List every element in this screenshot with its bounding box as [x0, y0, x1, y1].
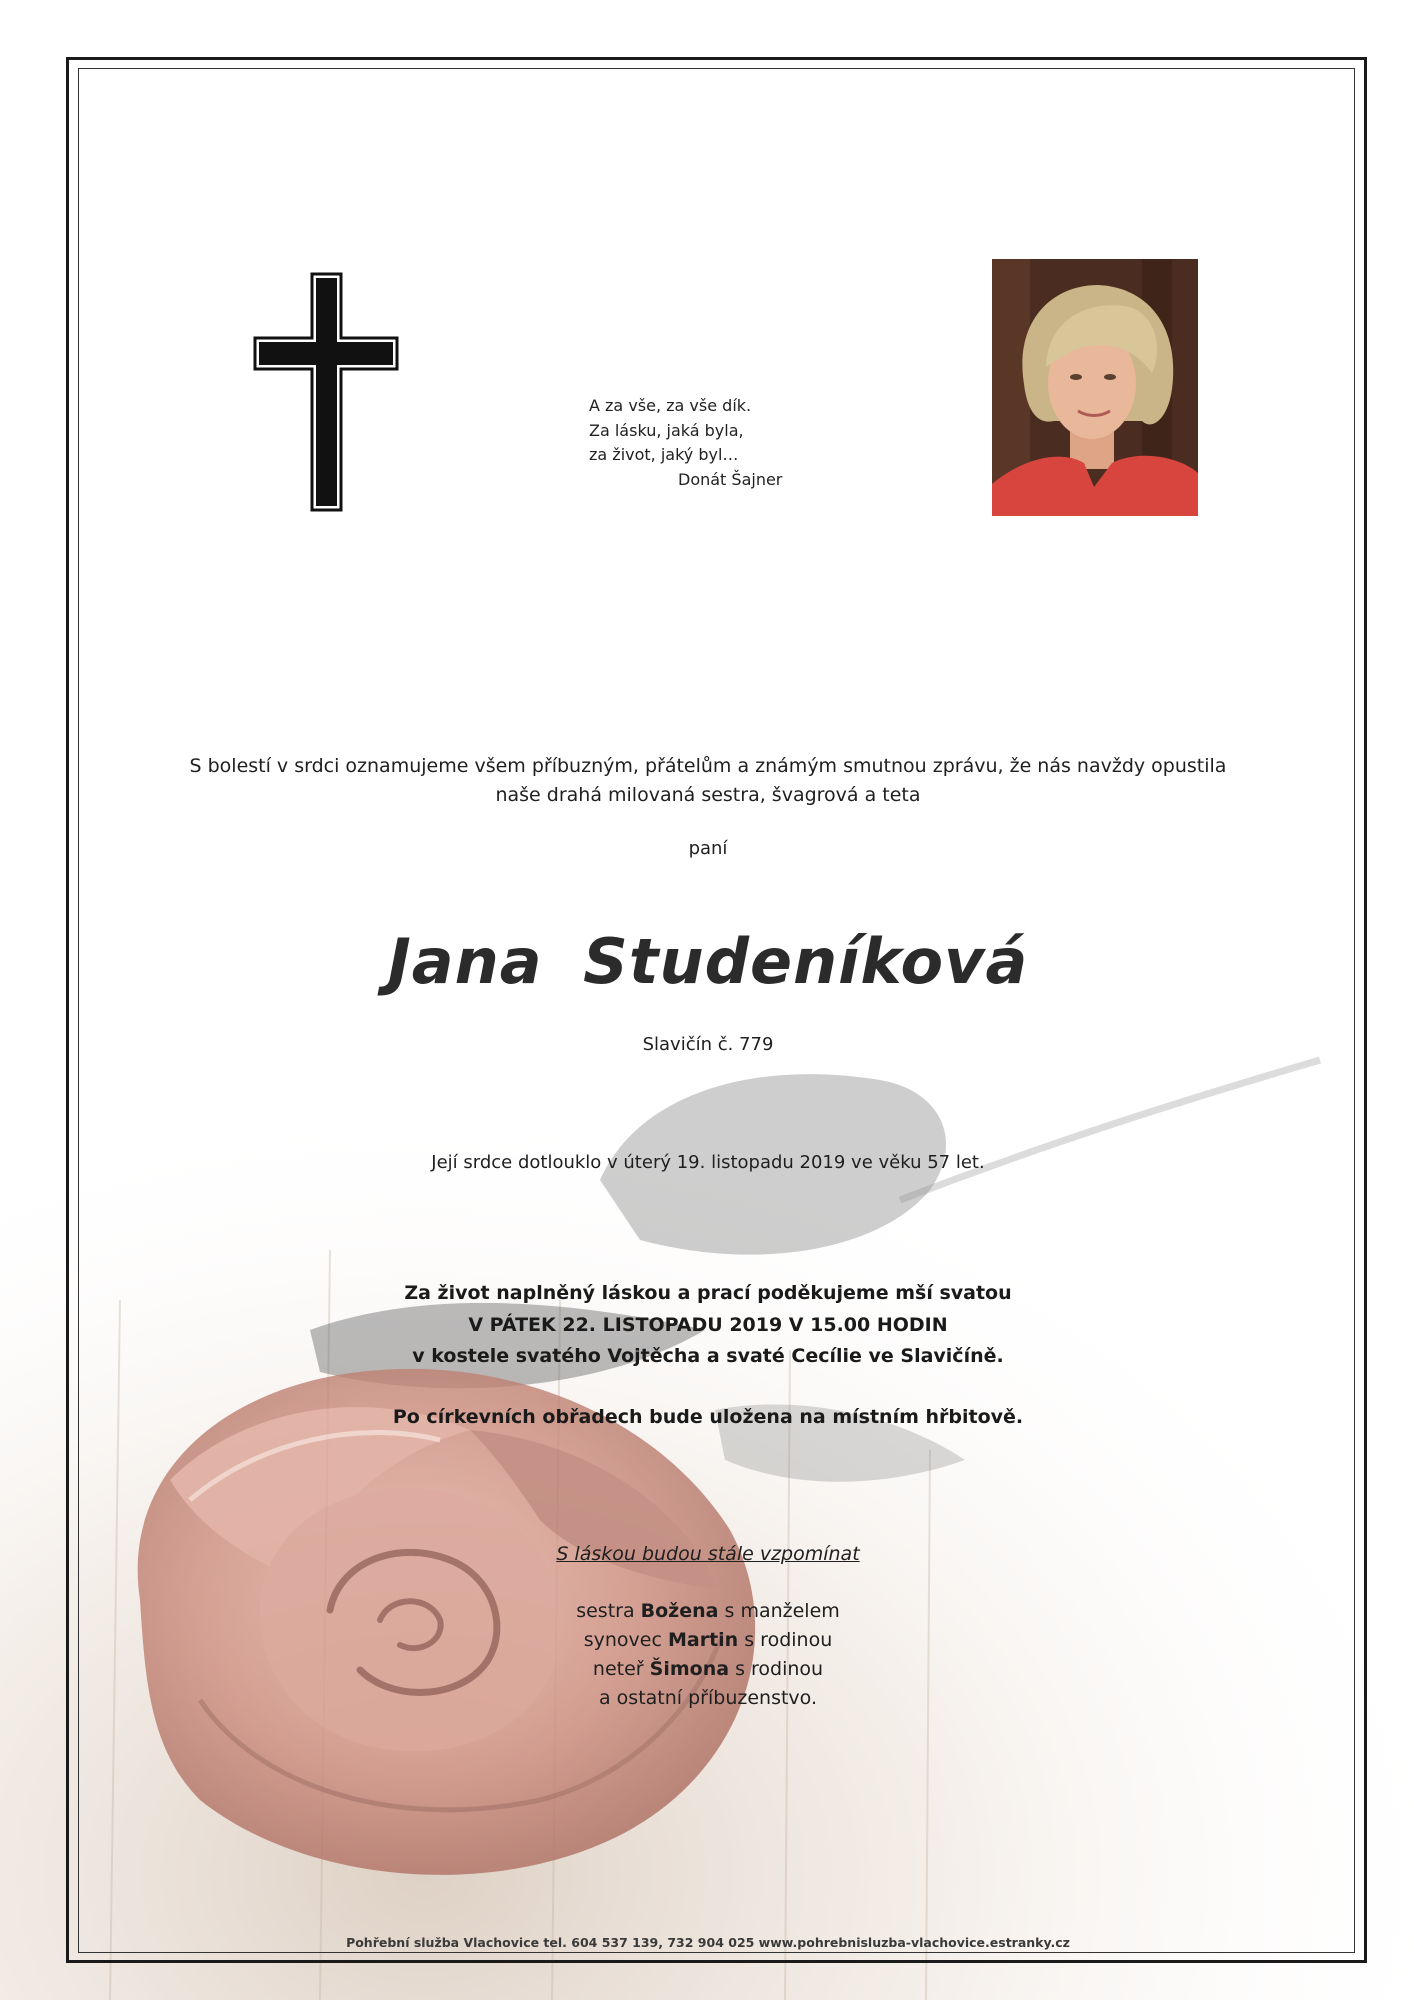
poem-quote — [589, 394, 782, 492]
cross-icon — [253, 272, 399, 512]
poem-author: Donát Šajner — [678, 469, 783, 489]
mourner-row — [58, 1626, 1358, 1655]
announcement-text — [58, 752, 1358, 810]
mourner-suffix: s rodinou — [738, 1629, 833, 1651]
deceased-address: Slavičín č. 779 — [642, 1034, 774, 1055]
mourner-suffix: s rodinou — [729, 1658, 824, 1680]
poem-line: Za lásku, jaká byla, — [589, 420, 744, 440]
mourner-name: Šimona — [649, 1658, 730, 1680]
service-place: v kostele svatého Vojtěcha a svaté Cecílie ve Slavičíně. — [412, 1345, 1004, 1367]
mourners-closing: a ostatní příbuzenstvo. — [599, 1687, 817, 1709]
mourner-relation: synovec — [583, 1629, 668, 1651]
deceased-name: Jana Studeníková — [387, 925, 1029, 998]
mourners-heading: S láskou budou stále vzpomínat — [556, 1543, 860, 1565]
burial-notice: Po církevních obřadech bude uložena na místním hřbitově. — [392, 1406, 1024, 1428]
portrait-photo — [992, 259, 1198, 516]
mourner-suffix: s manželem — [718, 1600, 840, 1622]
poem-line: A za vše, za vše dík. — [589, 396, 752, 415]
right-eye — [1104, 374, 1116, 380]
mourners-list — [58, 1597, 1358, 1713]
mourner-row — [58, 1597, 1358, 1626]
funeral-service-footer: Pohřební služba Vlachovice tel. 604 537 139, 732 904 025 www.pohrebnisluzba-vlachovice.estranky.cz — [346, 1935, 1070, 1950]
left-eye — [1070, 374, 1082, 380]
announcement-line: naše drahá milovaná sestra, švagrová a teta — [495, 784, 921, 806]
poem-line: za život, jaký byl… — [589, 445, 739, 464]
death-notice: Její srdce dotlouklo v úterý 19. listopadu 2019 ve věku 57 let. — [431, 1152, 985, 1173]
announcement-line: S bolestí v srdci oznamujeme všem příbuzným, přátelům a známým smutnou zprávu, že nás navždy opustila — [189, 755, 1227, 777]
mourner-name: Božena — [640, 1600, 719, 1622]
cross-fill — [259, 278, 393, 506]
honorific: paní — [688, 838, 728, 859]
service-date: V PÁTEK 22. LISTOPADU 2019 V 15.00 HODIN — [468, 1313, 948, 1336]
funeral-service — [58, 1278, 1358, 1373]
mourner-name: Martin — [667, 1629, 739, 1651]
mourner-relation: neteř — [592, 1658, 650, 1680]
mourner-relation: sestra — [576, 1600, 641, 1622]
service-line: Za život naplněný láskou a prací poděkujeme mší svatou — [404, 1282, 1012, 1304]
mourner-row — [58, 1655, 1358, 1684]
